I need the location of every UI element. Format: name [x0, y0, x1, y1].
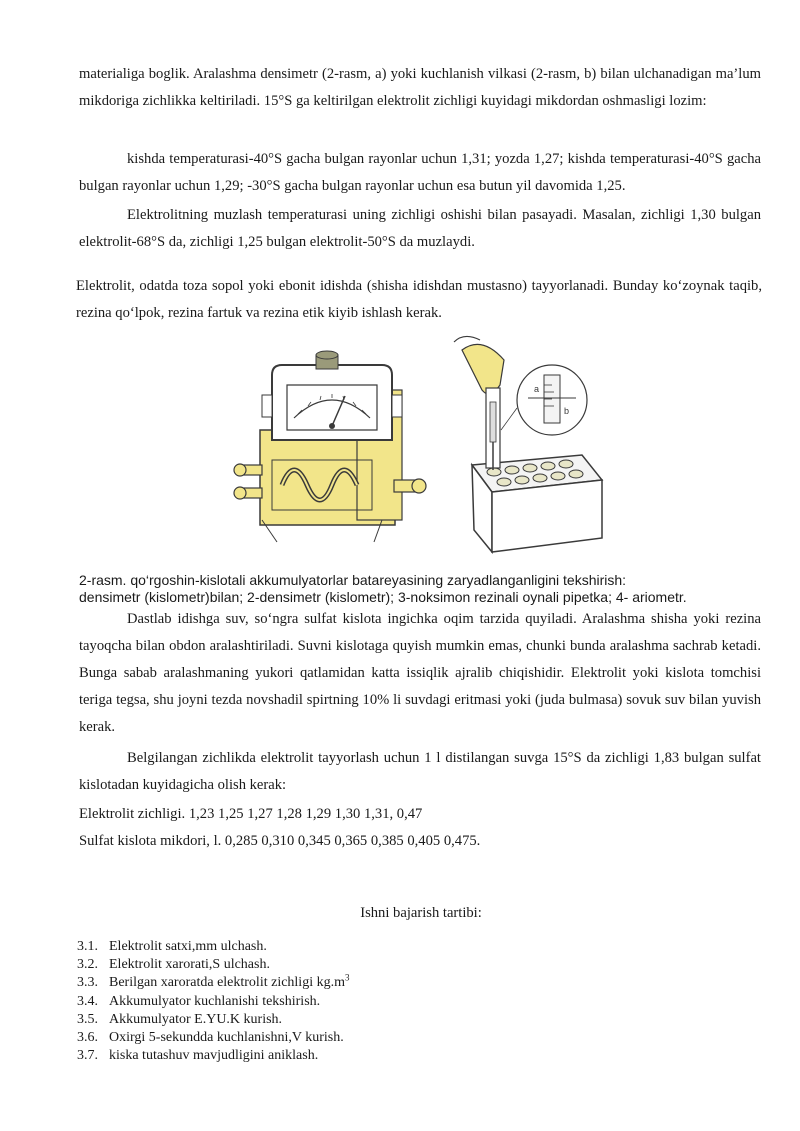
paragraph-1: materialiga boglik. Aralashma densimetr (2-rasm, a) yoki kuchlanish vilkasi (2-rasm, b) bilan ulchanadigan ma’lum mikdoriga zichlikka keltiriladi. 15°S ga keltirilgan elektrolit zichligi kuyidagi mikdordan oshmasligi lozim: — [79, 66, 761, 109]
figure-caption-line-1: 2-rasm. qo‘rgoshin-kislotali akkumulyatorlar batareyasining zaryadlanganligini tekshirish: — [79, 572, 627, 588]
list-item: 3.6. Oxirgi 5-sekundda kuchlanishni,V kurish. — [77, 1030, 344, 1046]
inset-label-a: a — [534, 384, 540, 394]
paragraph-5: Dastlab idishga suv, so‘ngra sulfat kislota ingichka oqim tarzida quyiladi. Aralashma shisha yoki rezina tayoqcha bilan obdon aralashtiriladi. Suvni kislotaga quyish mumkin emas, chunki bunda aralashma sachrab ketadi. Bunga sabab aralashmaning yukori qatlamidan katta issiqlik ajralib chiqishidir. Elektrolit yoki kislota tomchisi teriga tegsa, shu joyni tezda novshadil spirtning 10% li suvdagi eritmasi yoki (juda bulmasa) sovuk suv bilan yuvish kerak. — [79, 611, 761, 735]
inset-label-b: b — [564, 406, 570, 416]
list-item: 3.7. kiska tutashuv mavjudligini aniklash. — [77, 1048, 319, 1064]
list-item: 3.3. Berilgan xaroratda elektrolit zichligi $kg.m^3$ — [77, 972, 350, 991]
load-fork-illustration — [234, 351, 426, 542]
list-item: 3.2. Elektrolit xarorati,S ulchash. — [77, 957, 270, 973]
procedure-heading: Ishni bajarish tartibi: — [360, 905, 482, 921]
paragraph-4: Elektrolit, odatda toza sopol yoki ebonit idishda (shisha idishdan mustasno) tayyorlanadi. Bunday ko‘zoynak taqib, rezina qo‘lpok, rezina fartuk va rezina etik kiyib ishlash kerak. — [76, 278, 762, 321]
hydrometer-illustration — [454, 336, 602, 552]
figure-battery-check — [232, 330, 612, 555]
figure-caption-line-2: densimetr (kislometr)bilan; 2-densimetr (kislometr); 3-noksimon rezinali oynali pipetka; 4- ariometr. — [79, 589, 687, 605]
density-values-line: Elektrolit zichligi. 1,23 1,25 1,27 1,28 1,29 1,30 1,31, 0,47 — [79, 806, 423, 822]
procedure-steps-list — [77, 938, 349, 1065]
paragraph-6: Belgilangan zichlikda elektrolit tayyorlash uchun 1 l distilangan suvga 15°S da zichligi 1,83 bulgan sulfat kislotadan kuyidagicha olish kerak: — [79, 750, 761, 793]
paragraph-2: kishda temperaturasi-40°S gacha bulgan rayonlar uchun 1,31; yozda 1,27; kishda temperaturasi-40°S gacha bulgan rayonlar uchun 1,29; -30°S gacha bulgan rayonlar uchun esa butun yil davomida 1,25. — [79, 151, 761, 194]
list-item: 3.5. Akkumulyator E.YU.K kurish. — [77, 1011, 283, 1027]
acid-amount-line: Sulfat kislota mikdori, l. 0,285 0,310 0,345 0,365 0,385 0,405 0,475. — [79, 833, 481, 849]
list-item: 3.1. Elektrolit satxi,mm ulchash. — [77, 939, 267, 954]
paragraph-3: Elektrolitning muzlash temperaturasi uning zichligi oshishi bilan pasayadi. Masalan, zichligi 1,30 bulgan elektrolit-68°S da, zichligi 1,25 bulgan elektrolit-50°S da muzlaydi. — [79, 207, 761, 250]
list-item: 3.4. Akkumulyator kuchlanishi tekshirish. — [77, 993, 321, 1009]
